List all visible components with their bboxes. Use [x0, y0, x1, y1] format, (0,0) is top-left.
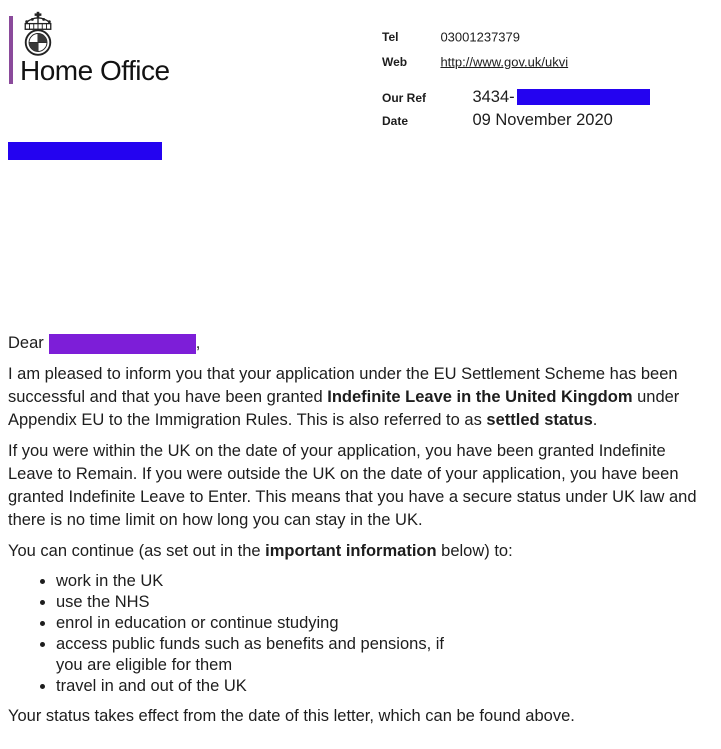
paragraph-continue-text: below) to: — [436, 542, 513, 560]
list-item-line: you are eligible for them — [56, 656, 233, 674]
list-item: • work in the UK — [56, 571, 710, 592]
list-item-line: access public funds such as benefits and pensions, if — [56, 635, 444, 653]
tel-row — [382, 28, 520, 46]
web-link[interactable]: http://www.gov.uk/ukvi — [440, 54, 569, 70]
list-item — [56, 634, 710, 676]
paragraph-continue — [8, 540, 710, 563]
salutation-prefix: Dear — [8, 334, 44, 352]
salutation — [8, 331, 710, 355]
paragraph-grant-text: under Appendix EU to the Immigration Rules. This is also referred to as — [8, 388, 680, 429]
important-information-bold: important information — [265, 542, 437, 560]
date-row — [382, 111, 613, 130]
benefits-list — [8, 571, 710, 697]
recipient-name-redaction — [49, 334, 196, 354]
recipient-address-redaction — [8, 142, 162, 160]
list-item: • travel in and out of the UK — [56, 676, 710, 697]
ref-redaction — [517, 89, 650, 105]
web-row — [382, 53, 568, 71]
date-label: Date — [382, 113, 409, 128]
paragraph-continue-text: You can continue (as set out in the — [8, 542, 266, 560]
list-item: • enrol in education or continue studying — [56, 613, 710, 634]
letter-body — [8, 331, 710, 736]
web-label: Web — [382, 54, 408, 69]
ref-row — [382, 88, 650, 107]
settled-status-bold: settled status — [486, 411, 593, 429]
ref-value: 3434- — [472, 88, 515, 106]
paragraph-grant-text: . — [592, 411, 598, 429]
tel-label: Tel — [382, 29, 399, 44]
paragraph-closing: Your status takes effect from the date of this letter, which can be found above. — [8, 707, 575, 725]
brand-purple-bar — [9, 16, 13, 84]
paragraph-grant — [8, 363, 710, 432]
paragraph-leave-details: If you were within the UK on the date of your application, you have been granted Indefinite Leave to Remain. If you were outside the UK on the date of your application, you have been granted Indefinite Leave to Enter. This means that you have a secure status under UK law and there is no time limit on how long you can stay in the UK. — [8, 442, 697, 529]
royal-crest-icon — [21, 10, 55, 58]
grant-type-bold: Indefinite Leave in the United Kingdom — [327, 388, 633, 406]
list-item: • use the NHS — [56, 592, 710, 613]
date-value: 09 November 2020 — [472, 111, 613, 129]
org-name: Home Office — [20, 55, 170, 86]
tel-value: 03001237379 — [440, 29, 520, 45]
ref-label: Our Ref — [382, 90, 427, 105]
letterhead — [0, 0, 721, 330]
paragraph-grant-text: I am pleased to inform you that your application under the EU Settlement Scheme has been successful and that you have been granted — [8, 365, 678, 406]
salutation-suffix: , — [195, 334, 201, 352]
